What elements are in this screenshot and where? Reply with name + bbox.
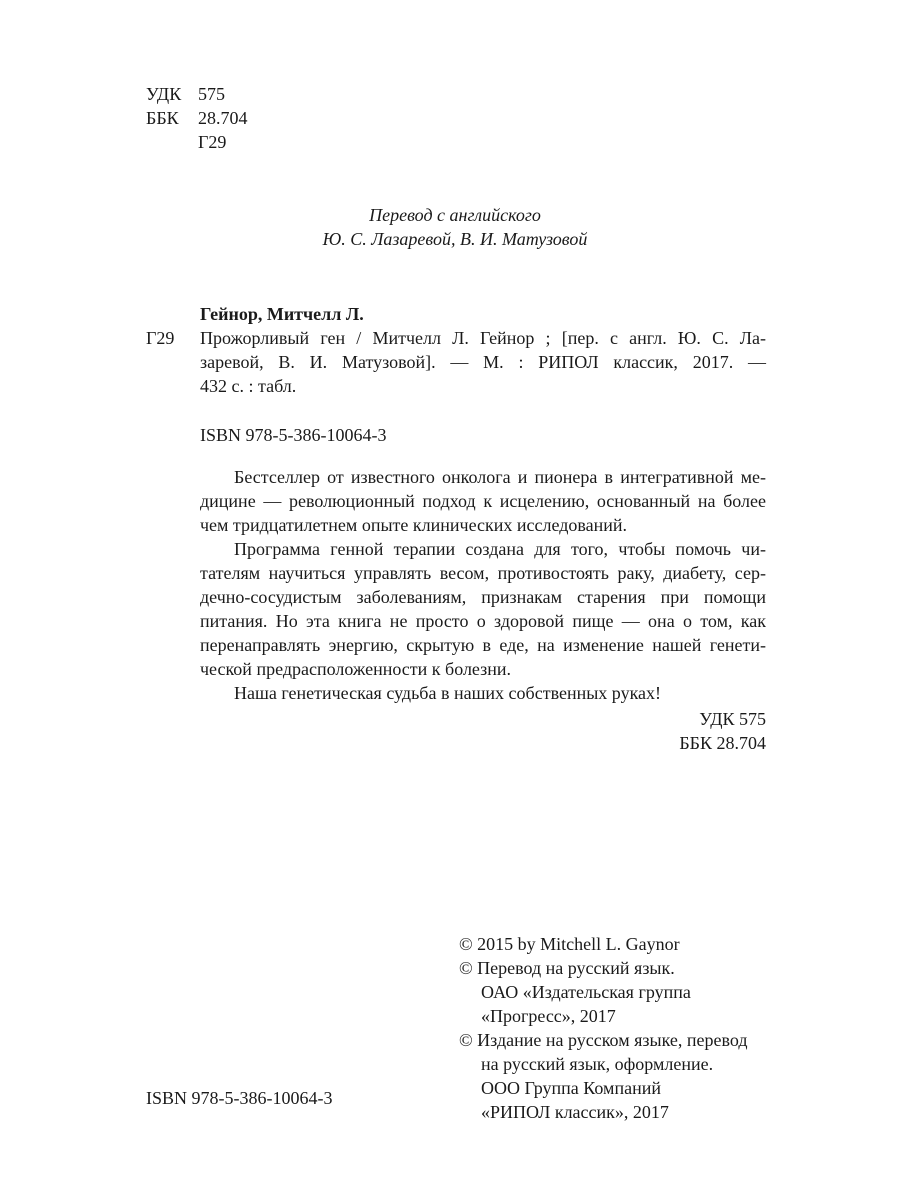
annotation-p1-line: Бестселлер от известного онколога и пионера в интегративной ме- (234, 467, 766, 487)
copyright-line: «РИПОЛ классик», 2017 (481, 1102, 669, 1122)
annotation-bbk: ББК 28.704 (679, 733, 766, 753)
copyright-line: ООО Группа Компаний (481, 1078, 661, 1098)
annotation-p2-line: перенаправлять энергию, скрытую в еде, на изменение нашей генети- (200, 635, 766, 655)
bib-line-2: заревой, В. И. Матузовой]. — М. : РИПОЛ классик, 2017. — (200, 352, 766, 372)
copyright-line: © Перевод на русский язык. (459, 958, 675, 978)
udk-label: УДК (146, 84, 182, 104)
annotation-p2-line: тателям научиться управлять весом, противостоять раку, диабету, сер- (200, 563, 766, 583)
annotation-paragraph-1 (200, 465, 766, 537)
author-mark-row (146, 130, 248, 154)
annotation-p2-line: питания. Но эта книга не просто о здоровой пище — она о том, как (200, 611, 766, 631)
bbk-label: ББК (146, 108, 179, 128)
annotation-paragraph-2 (200, 537, 766, 681)
copyright-line: © Издание на русском языке, перевод (459, 1030, 748, 1050)
bib-author-mark: Г29 (146, 328, 175, 348)
annotation-p2-line: ческой предрасположенности к болезни. (200, 659, 512, 679)
udk-value: 575 (198, 84, 225, 104)
translation-credit (200, 203, 710, 251)
copyright-line: на русский язык, оформление. (481, 1054, 714, 1074)
annotation-udk: УДК 575 (699, 709, 766, 729)
annotation-p2-line: дечно-сосудистым заболеваниям, признакам старения при помощи (200, 587, 766, 607)
isbn-bottom: ISBN 978-5-386-10064-3 (146, 1088, 333, 1108)
copyright-line: «Прогресс», 2017 (481, 1006, 616, 1026)
annotation-p2-line: Программа генной терапии создана для того, чтобы помочь чи- (234, 539, 766, 559)
copyright-line: ОАО «Издательская группа (481, 982, 691, 1002)
bbk-value: 28.704 (198, 108, 248, 128)
classification-block (146, 82, 248, 154)
annotation-p1-line: дицине — революционный подход к исцелению, основанный на более (200, 491, 766, 511)
bbk-row (146, 106, 248, 130)
udk-row (146, 82, 248, 106)
bib-line-3: 432 с. : табл. (200, 376, 297, 396)
copyright-block (459, 932, 748, 1124)
author-mark: Г29 (198, 132, 227, 152)
bibliographic-record (200, 326, 766, 398)
translation-line-1: Перевод с английского (369, 205, 541, 225)
annotation-p1-line: чем тридцатилетнем опыте клинических исследований. (200, 515, 628, 535)
annotation-paragraph-3: Наша генетическая судьба в наших собственных руках! (234, 683, 662, 703)
bib-line-1: Прожорливый ген / Митчелл Л. Гейнор ; [пер. с англ. Ю. С. Ла- (200, 328, 766, 348)
annotation (200, 465, 766, 755)
bib-isbn: ISBN 978-5-386-10064-3 (200, 425, 387, 445)
author-heading: Гейнор, Митчелл Л. (200, 304, 364, 324)
translation-line-2: Ю. С. Лазаревой, В. И. Матузовой (322, 229, 588, 249)
copyright-line: © 2015 by Mitchell L. Gaynor (459, 934, 680, 954)
